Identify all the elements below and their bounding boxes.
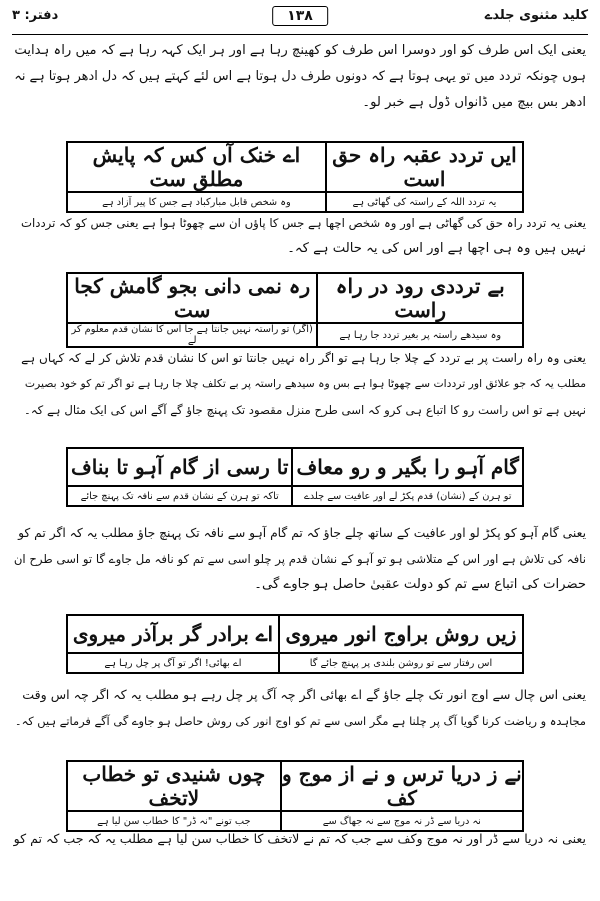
paragraph-line: ادھر بس بیچ میں ڈانواں ڈول ہے خبر لو۔: [362, 95, 586, 110]
paragraph-line: حضرات کی اتباع سے تم کو دولت عقبیٰ حاصل ہو جاوے گی۔: [254, 577, 586, 592]
paragraph-line: یعنی ایک اس طرف کو اور دوسرا اس طرف کو کھینچ رہا ہے اور ہر ایک کہہ رہا ہے کہ میں راہ ہدایت: [14, 43, 586, 58]
verse-second-hemistich: چوں شنیدی تو خطاب لاتخف: [67, 761, 281, 811]
verse-box: [66, 614, 524, 674]
verse-first-hemistich: بے ترددی رود در راہ راست: [317, 273, 523, 323]
verse-second-hemistich: تا رسی از گام آہو تا بناف: [67, 448, 292, 486]
verse-box: [66, 272, 524, 348]
verse-translation: اس رفتار سے تو روشن بلندی پر پہنچ جائے گا: [279, 653, 523, 673]
paragraph-line: نہیں ہے تو اس راست رو کا اتباع ہی کرو کہ اسی طرح منزل مقصود تک پہنچ جاؤ گے آگے اس کی ایک مثال ہے کہ۔: [23, 403, 586, 417]
page-number: ۱۳۸: [272, 6, 328, 26]
paragraph-line: یعنی گام آہو کو پکڑ لو اور عافیت کے ساتھ چلے جاؤ کہ تم گام آہو سے نافہ تک پہنچ جاؤ مطلب یہ کہ اگر تم کو: [18, 526, 586, 540]
verse-first-hemistich: گام آہو را بگیر و رو معاف: [292, 448, 523, 486]
verse-translation: وہ سیدھے راستہ پر بغیر تردد جا رہا ہے: [317, 323, 523, 347]
paragraph-line: یعنی اس چال سے اوج انور تک چلے جاؤ گے اے بھائی اگر چہ آگ پر چل رہے ہو مطلب یہ کہ اگر چہ اس وقت: [22, 687, 586, 702]
verse-box: [66, 760, 524, 832]
commentary-paragraph: [14, 345, 586, 423]
paragraph-line: مجاہدہ و ریاضت کرنا گویا آگ پر چلنا ہے مگر اسی سے تم کو اوج انور کی روش حاصل ہو جاوے گی آگے فرماتے ہیں کہ۔: [14, 714, 586, 728]
verse-box: [66, 447, 524, 507]
commentary-paragraph: [14, 682, 586, 734]
page-header: [12, 6, 588, 34]
commentary-paragraph: [14, 210, 586, 262]
header-divider: [12, 34, 588, 35]
paragraph-line: یعنی وہ راہ راست پر بے تردد کے چلا جا رہا ہے تو اگر راہ نہیں جانتا تو اس کا نشان قدم تلاش کر لے کہ کہاں ہے: [21, 351, 586, 365]
book-title: کلید مثنوی جلدے: [484, 8, 588, 23]
commentary-paragraph: [14, 520, 586, 598]
verse-translation: تاکہ تو ہرن کے نشان قدم سے نافہ تک پہنچ جائے: [67, 486, 292, 506]
verse-first-hemistich: زیں روش براوج انور میروی: [279, 615, 523, 653]
paragraph-line: ہوں چونکہ تردد میں تو یہی ہوتا ہے کہ دونوں طرف دل ہوتا ہے اس لئے کہتے ہیں کہ دل ادھر ہوتا ہے نہ: [14, 69, 586, 84]
paragraph-line: یعنی نہ دریا سے ڈر اور نہ موج وکف سے جب کہ تم نے لاتخف کا خطاب سن لیا ہے مطلب یہ کہ جب کہ تم کو: [13, 831, 586, 846]
paragraph-line: نہیں ہیں وہ ہی اچھا ہے اور اس کی یہ حالت ہے کہ۔: [287, 241, 586, 256]
commentary-paragraph: [14, 38, 586, 116]
verse-second-hemistich: اے برادر گر برآذر میروی: [67, 615, 279, 653]
paragraph-line: مطلب یہ کہ جو علائق اور ترددات سے چھوٹا ہوا ہے بس وہ سیدھے راستہ پر بے تکلف چلا جا رہا ہے تو اگر تم کو خود بصیرت: [24, 377, 586, 390]
verse-second-hemistich: اے خنک آں کس کہ پایش مطلق ست: [67, 142, 326, 192]
verse-translation: نہ دریا سے ڈر نہ موج سے نہ جھاگ سے: [281, 811, 523, 831]
commentary-paragraph: [14, 826, 586, 852]
verse-box: [66, 141, 524, 213]
verse-translation: تو ہرن کے (نشان) قدم پکڑ لے اور عافیت سے چلدے: [292, 486, 523, 506]
paragraph-line: یعنی یہ تردد راہ حق کی گھاٹی ہے اور وہ شخص اچھا ہے جس کا پاؤں ان سے چھوٹا ہوا ہے یعنی جس کو کہ ترددات: [21, 216, 586, 230]
verse-translation: یہ تردد اللہ کے راستہ کی گھاٹی ہے: [326, 192, 523, 212]
paragraph-line: نافہ کی تلاش ہے اور اس کے متلاشی ہو تو آہو کے نشان قدم پر چلو اسی سے تم کو نافہ مل جاوے گا تو اسی طرح ان: [13, 552, 586, 566]
verse-translation: وہ شخص قابل مبارکباد ہے جس کا پیر آزاد ہے: [67, 192, 326, 212]
verse-translation: اے بھائی! اگر تو آگ پر چل رہا ہے: [67, 653, 279, 673]
verse-translation: (اگر) تو راستہ نہیں جانتا ہے جا اس کا نشان قدم معلوم کر لے: [67, 323, 317, 347]
verse-first-hemistich: نے ز دریا ترس و نے از موج و کف: [282, 762, 522, 810]
part-label: دفتر: ۳: [12, 8, 59, 23]
verse-second-hemistich: رہ نمی دانی بجو گامش کجا ست: [67, 273, 317, 323]
verse-translation: جب تونے "نہ ڈر" کا خطاب سن لیا ہے: [67, 811, 281, 831]
verse-first-hemistich: ایں تردد عقبہ راہ حق است: [326, 142, 523, 192]
